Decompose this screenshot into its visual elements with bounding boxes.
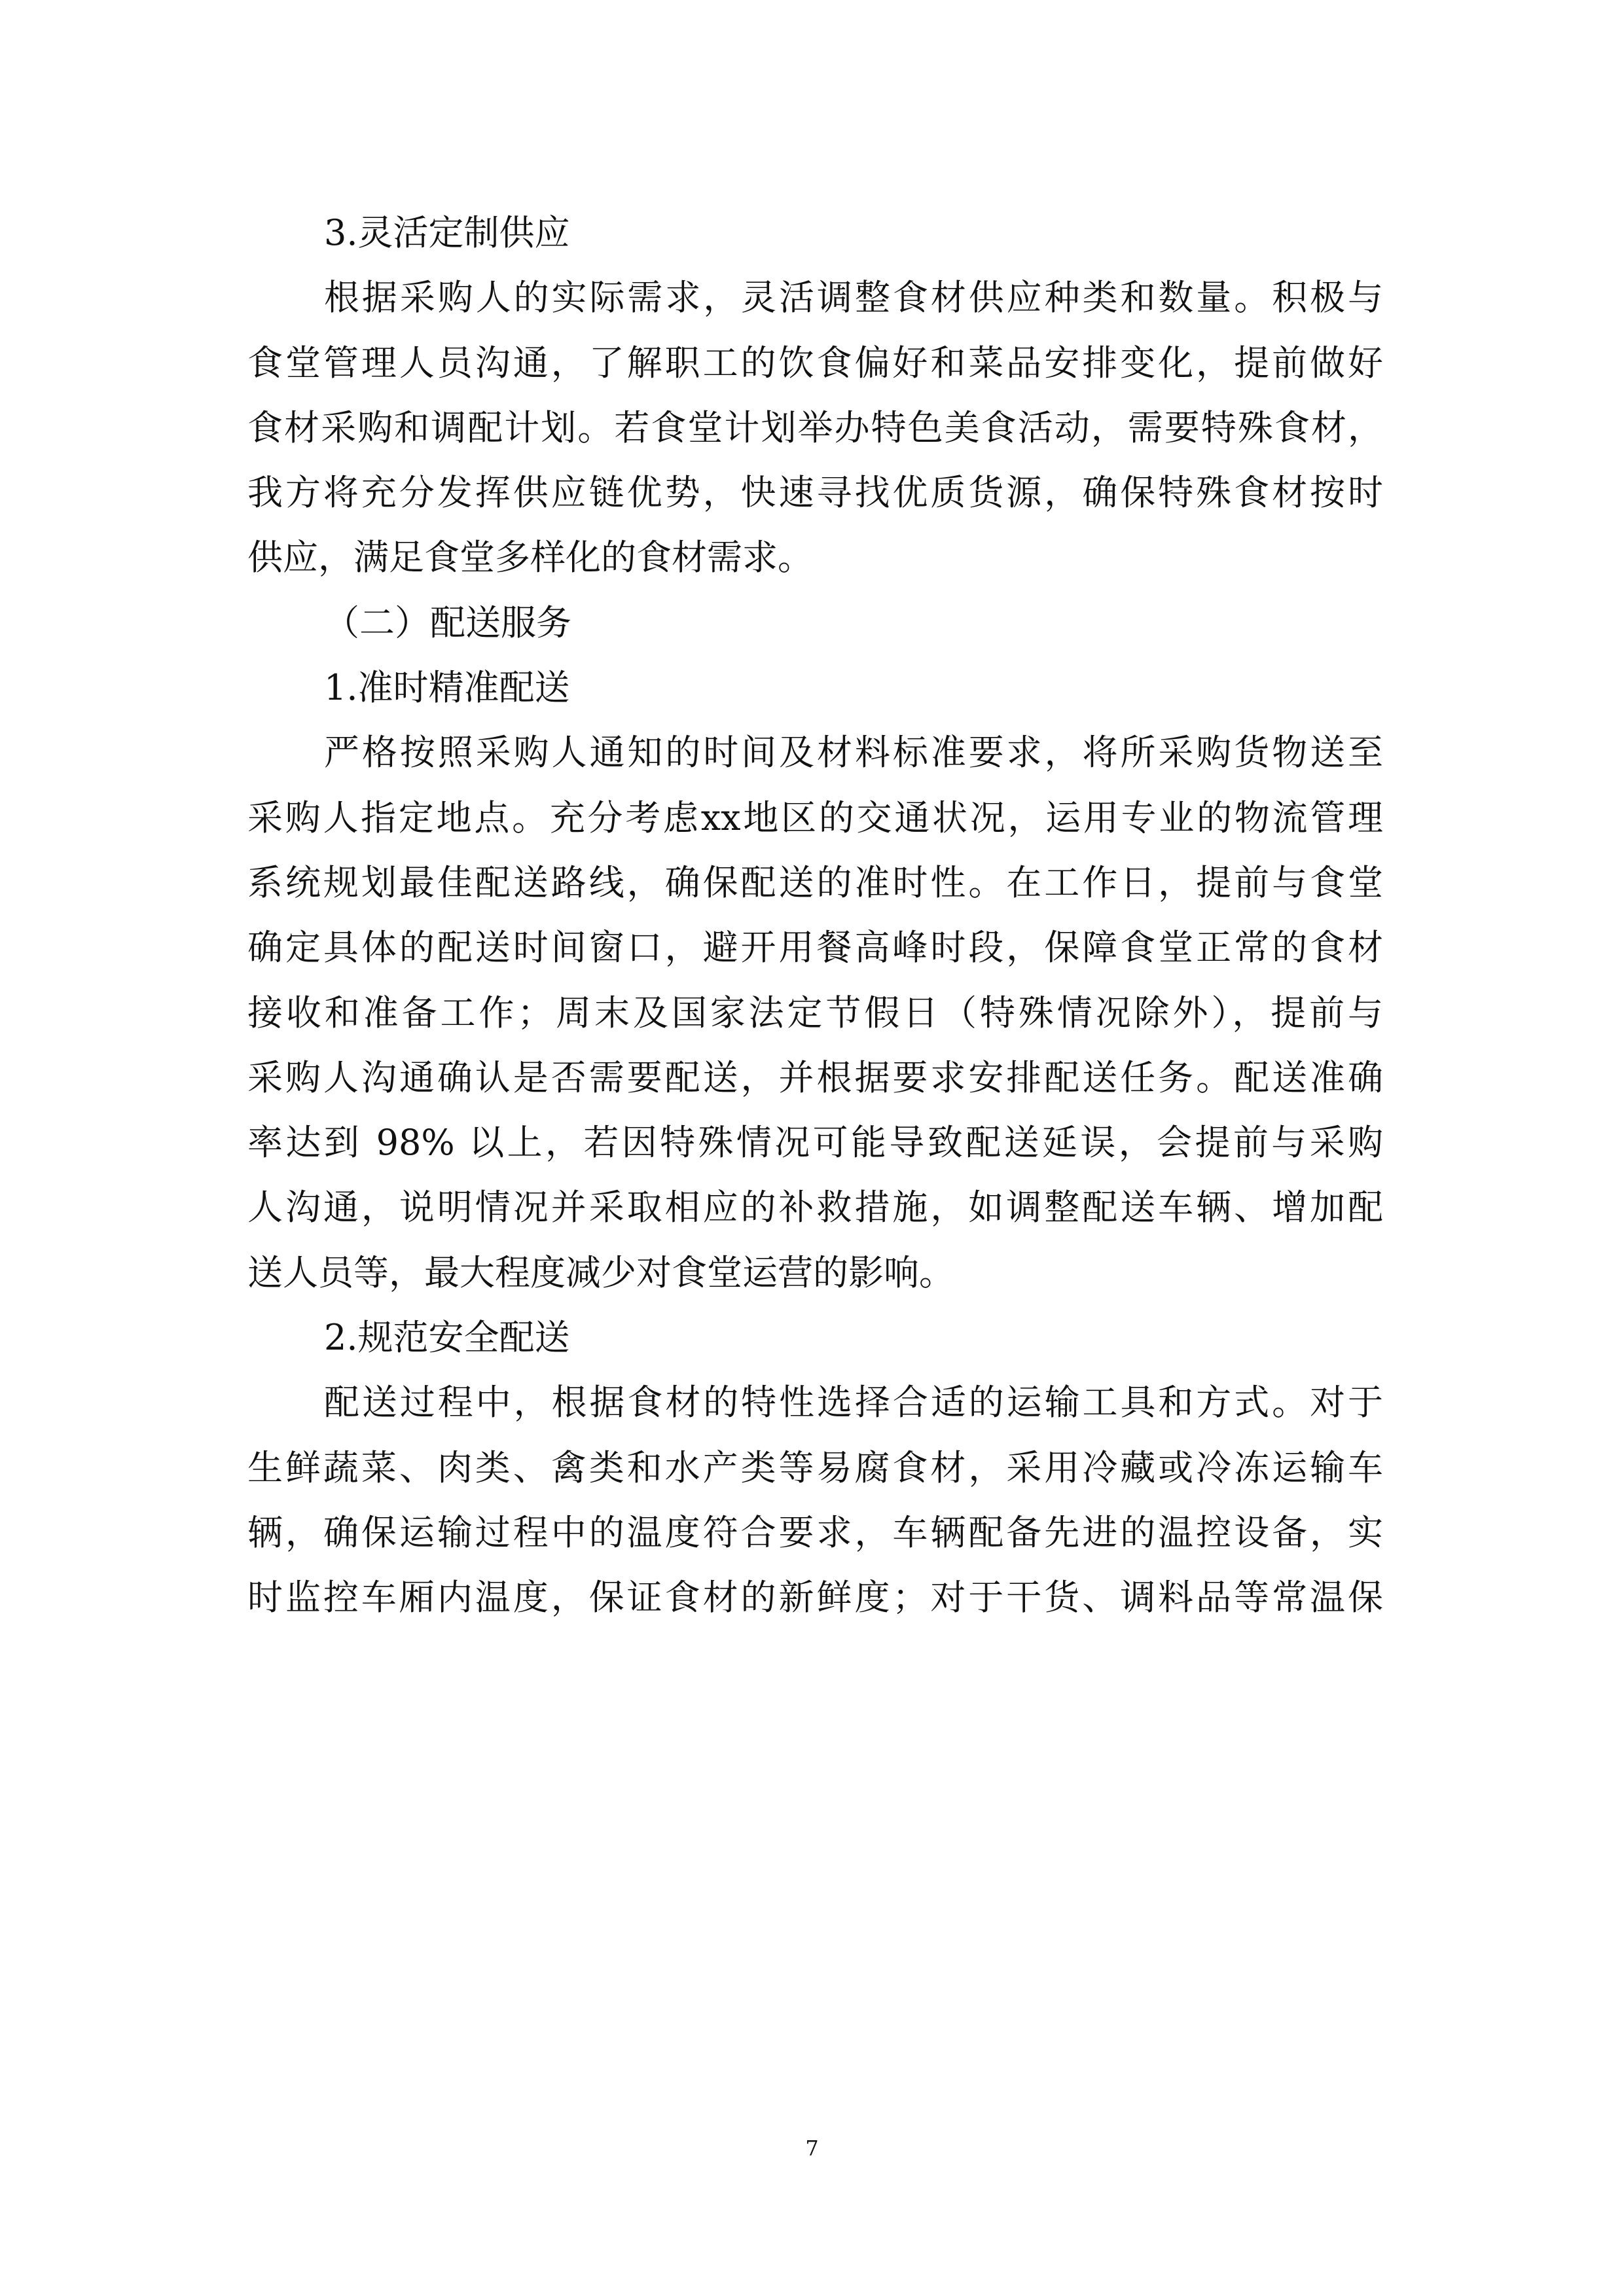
- paragraph-line: 我方将充分发挥供应链优势，快速寻找优质货源，确保特殊食材按时: [247, 472, 1383, 514]
- section-heading: 3.灵活定制供应: [324, 212, 570, 253]
- section-heading: 2.规范安全配送: [324, 1317, 570, 1359]
- paragraph-line: 供应，满足食堂多样化的食材需求。: [247, 537, 813, 579]
- paragraph-line: 生鲜蔬菜、肉类、禽类和水产类等易腐食材，采用冷藏或冷冻运输车: [247, 1446, 1383, 1488]
- paragraph-line: 接收和准备工作；周末及国家法定节假日（特殊情况除外），提前与: [247, 992, 1383, 1033]
- paragraph-line: 采购人指定地点。充分考虑xx地区的交通状况，运用专业的物流管理: [247, 797, 1383, 838]
- page-number: 7: [805, 2136, 819, 2161]
- document-body: [247, 200, 1383, 1630]
- section-heading: 1.准时精准配送: [324, 667, 570, 709]
- paragraph-line: 送人员等，最大程度减少对食堂运营的影响。: [247, 1251, 954, 1293]
- paragraph-line: 系统规划最佳配送路线，确保配送的准时性。在工作日，提前与食堂: [247, 861, 1383, 903]
- paragraph-line: 严格按照采购人通知的时间及材料标准要求，将所采购货物送至: [324, 732, 1383, 774]
- paragraph-line: 食堂管理人员沟通，了解职工的饮食偏好和菜品安排变化，提前做好: [247, 342, 1383, 384]
- paragraph-line: 采购人沟通确认是否需要配送，并根据要求安排配送任务。配送准确: [247, 1056, 1383, 1098]
- paragraph-line: 根据采购人的实际需求，灵活调整食材供应种类和数量。积极与: [324, 277, 1383, 319]
- section-heading: （二）配送服务: [324, 601, 571, 643]
- paragraph-line: 率达到 98% 以上，若因特殊情况可能导致配送延误，会提前与采购: [247, 1122, 1383, 1164]
- paragraph-line: 确定具体的配送时间窗口，避开用餐高峰时段，保障食堂正常的食材: [247, 927, 1383, 969]
- paragraph-line: 人沟通，说明情况并采取相应的补救措施，如调整配送车辆、增加配: [247, 1187, 1383, 1229]
- paragraph-line: 辆，确保运输过程中的温度符合要求，车辆配备先进的温控设备，实: [247, 1511, 1383, 1553]
- paragraph-line: 时监控车厢内温度，保证食材的新鲜度；对于干货、调料品等常温保: [247, 1577, 1383, 1619]
- paragraph-line: 配送过程中，根据食材的特性选择合适的运输工具和方式。对于: [324, 1382, 1383, 1424]
- paragraph-line: 食材采购和调配计划。若食堂计划举办特色美食活动，需要特殊食材，: [247, 406, 1383, 448]
